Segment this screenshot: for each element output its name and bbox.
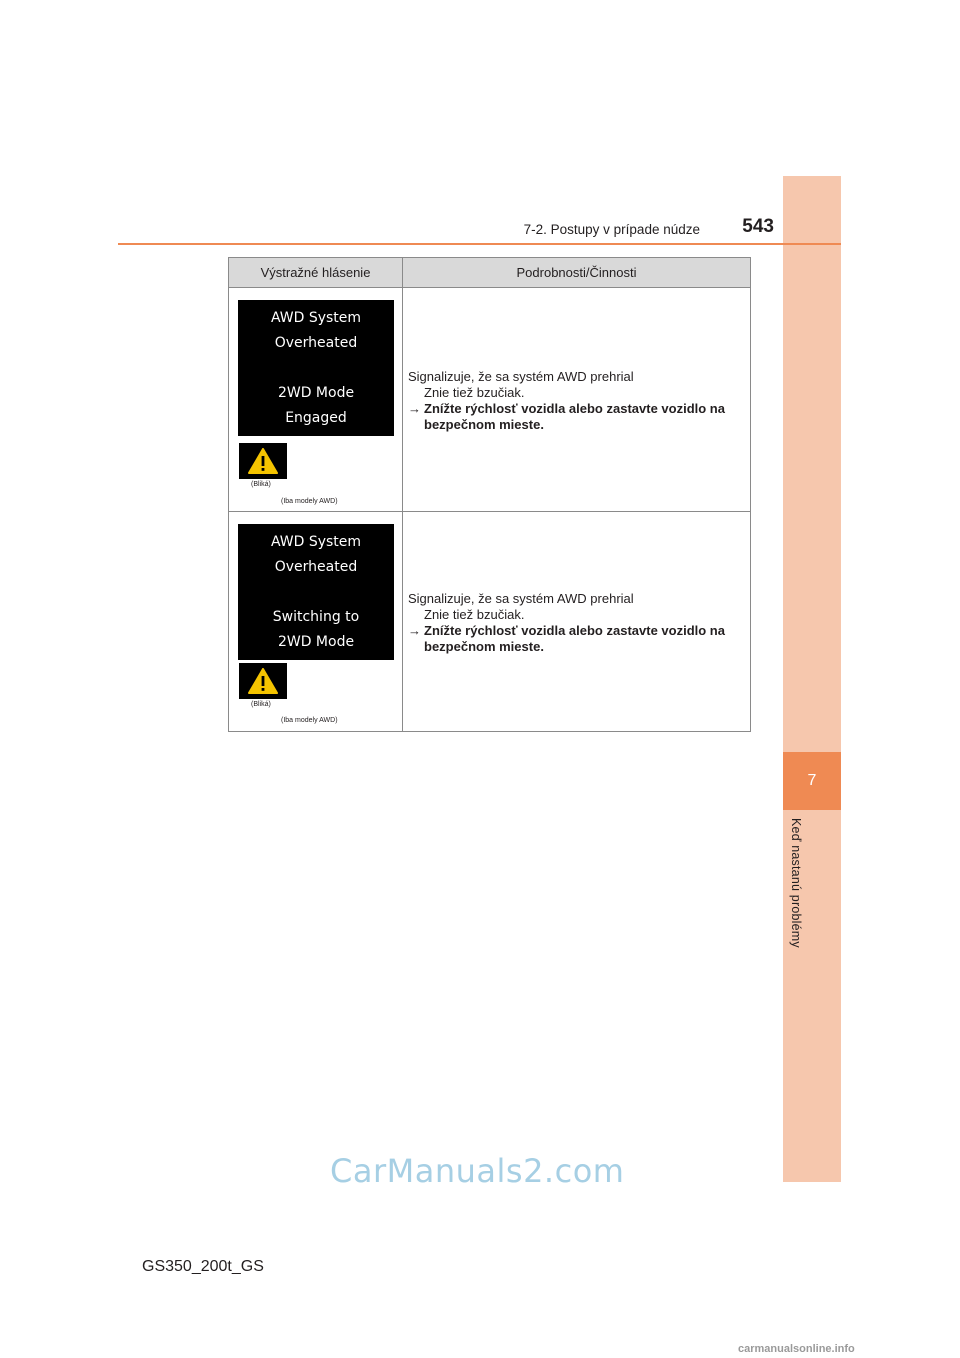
chapter-side-tab bbox=[783, 176, 841, 1182]
warning-triangle-icon bbox=[239, 663, 287, 699]
arrow-right-icon: → bbox=[408, 401, 421, 416]
detail-cell bbox=[403, 512, 751, 732]
display-line: AWD System bbox=[270, 534, 362, 550]
model-code: GS350_200t_GS bbox=[142, 1258, 264, 1275]
action-instruction bbox=[408, 401, 738, 433]
detail-cell bbox=[403, 288, 751, 512]
section-title: 7-2. Postupy v prípade núdze bbox=[523, 222, 700, 237]
display-screen bbox=[238, 300, 394, 436]
display-line: Overheated bbox=[274, 335, 358, 351]
display-line: 2WD Mode bbox=[277, 385, 355, 401]
blink-caption: (Bliká) bbox=[251, 481, 271, 488]
action-text: Znížte rýchlosť vozidla alebo zastavte vozidlo na bezpečnom mieste. bbox=[424, 623, 725, 654]
column-header-details: Podrobnosti/Činnosti bbox=[403, 258, 751, 288]
action-text: Znížte rýchlosť vozidla alebo zastavte vozidlo na bezpečnom mieste. bbox=[424, 401, 725, 432]
action-instruction bbox=[408, 623, 738, 655]
page-number: 543 bbox=[742, 216, 774, 237]
display-line: Engaged bbox=[285, 410, 347, 426]
warning-table bbox=[228, 257, 751, 732]
chapter-number: 7 bbox=[783, 752, 841, 810]
watermark: CarManuals2.com bbox=[330, 1152, 625, 1190]
warning-image-cell bbox=[229, 288, 403, 512]
display-screen bbox=[238, 524, 394, 660]
warning-triangle-icon bbox=[239, 443, 287, 479]
detail-subtext: Znie tiež bzučiak. bbox=[424, 385, 525, 400]
table-row bbox=[229, 288, 751, 512]
site-watermark: carmanualsonline.info bbox=[738, 1343, 855, 1355]
model-note: (Iba modely AWD) bbox=[281, 498, 338, 505]
display-line: Overheated bbox=[274, 559, 358, 575]
detail-subtext: Znie tiež bzučiak. bbox=[424, 607, 525, 622]
display-line: Switching to bbox=[272, 609, 360, 625]
display-line: AWD System bbox=[270, 310, 362, 326]
blink-caption: (Bliká) bbox=[251, 701, 271, 708]
arrow-right-icon: → bbox=[408, 623, 421, 638]
display-line: 2WD Mode bbox=[277, 634, 355, 650]
column-header-warning: Výstražné hlásenie bbox=[229, 258, 403, 288]
model-note: (Iba modely AWD) bbox=[281, 717, 338, 724]
table-row bbox=[229, 512, 751, 732]
warning-image-cell bbox=[229, 512, 403, 732]
header-rule bbox=[118, 243, 841, 245]
detail-text: Signalizuje, že sa systém AWD prehrial bbox=[408, 369, 634, 384]
detail-text: Signalizuje, že sa systém AWD prehrial bbox=[408, 591, 634, 606]
chapter-title: Keď nastanú problémy bbox=[789, 818, 803, 948]
